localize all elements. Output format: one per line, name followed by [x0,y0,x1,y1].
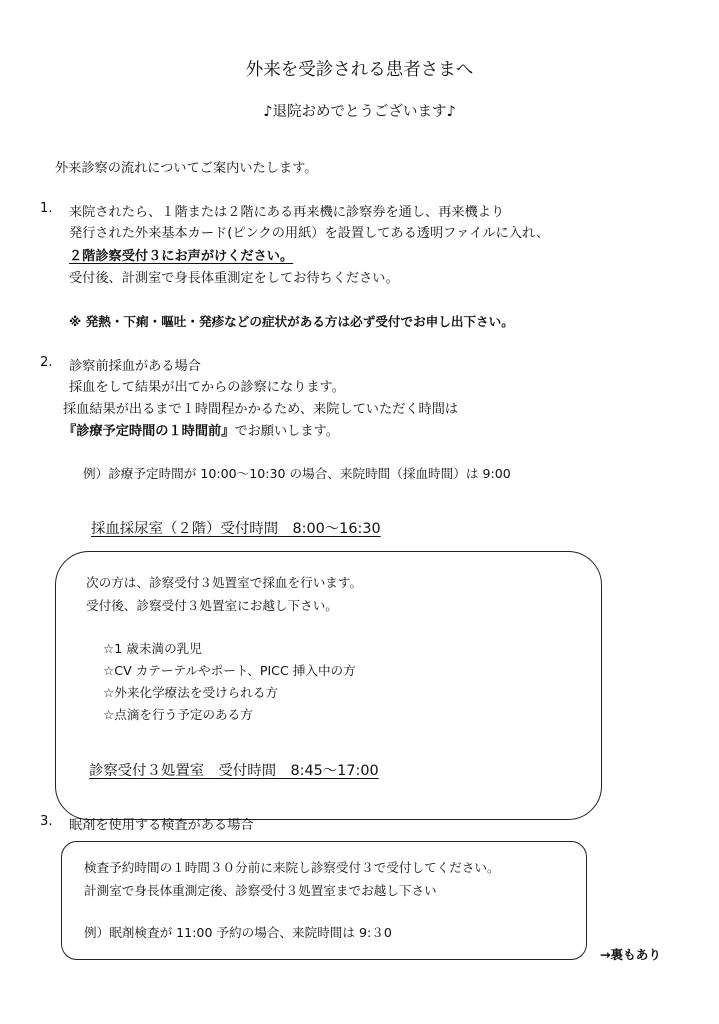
section2-line2: 採血結果が出るまで１時間程かかるため、来院していただく時間は [63,402,459,417]
treatment-box-item-3: ☆外来化学療法を受けられる方 [103,685,279,700]
treatment-box-item-2: ☆CV カテーテルやポート、PICC 挿入中の方 [103,663,356,678]
sedation-box-line2: 計測室で身長体重測定後、診察受付３処置室までお越し下さい [84,883,437,898]
intro-text: 外来診察の流れについてご案内いたします。 [55,161,318,176]
section3-heading: 眠剤を使用する検査がある場合 [69,818,254,833]
treatment-box-item-4: ☆点滴を行う予定のある方 [103,707,253,722]
section2-line3-rest: でお願いします。 [234,424,339,439]
section2-line3-emphasis: 『診療予定時間の１時間前』 [63,424,235,439]
section1-note: ※ 発熱・下痢・嘔吐・発疹などの症状がある方は必ず受付でお申し出下さい。 [69,314,514,329]
lab-hours: 採血採尿室（２階）受付時間 8:00～16:30 [91,521,381,537]
section1-number: 1. [40,201,53,216]
page-title: 外来を受診される患者さまへ [245,60,474,80]
treatment-box-line2: 受付後、診察受付３処置室にお越し下さい。 [86,598,338,613]
sedation-box-example: 例）眠剤検査が 11:00 予約の場合、来院時間は 9:３0 [84,925,392,940]
sedation-box-line1: 検査予約時間の１時間３０分前に来院し診察受付３で受付してください。 [84,860,500,875]
continued-on-back-note: →裏もあり [600,947,661,962]
section2-example: 例）診療予定時間が 10:00～10:30 の場合、来院時間（採血時間）は 9:00 [83,466,511,481]
treatment-room-hours: 診察受付３処置室 受付時間 8:45～17:00 [89,763,379,779]
section1-line1: 来院されたら、１階または２階にある再来機に診察券を通し、再来機より [69,205,505,220]
section1-line2: 発行された外来基本カード(ピンクの用紙）を設置してある透明ファイルに入れ、 [69,226,550,241]
treatment-box-line1: 次の方は、診察受付３処置室で採血を行います。 [86,575,363,590]
section1-line3-emphasis: ２階診察受付３にお声がけください。 [69,249,294,264]
page-subtitle: ♪退院おめでとうございます♪ [263,104,456,120]
section1-line4: 受付後、計測室で身長体重測定をしてお待ちください。 [69,271,399,286]
section2-line3 [63,420,339,439]
section3-number: 3. [40,814,53,829]
section2-line1: 採血をして結果が出てからの診察になります。 [69,380,345,395]
section2-heading: 診察前採血がある場合 [69,359,201,374]
treatment-box-item-1: ☆1 歳未満の乳児 [103,641,202,656]
section2-number: 2. [40,355,53,370]
